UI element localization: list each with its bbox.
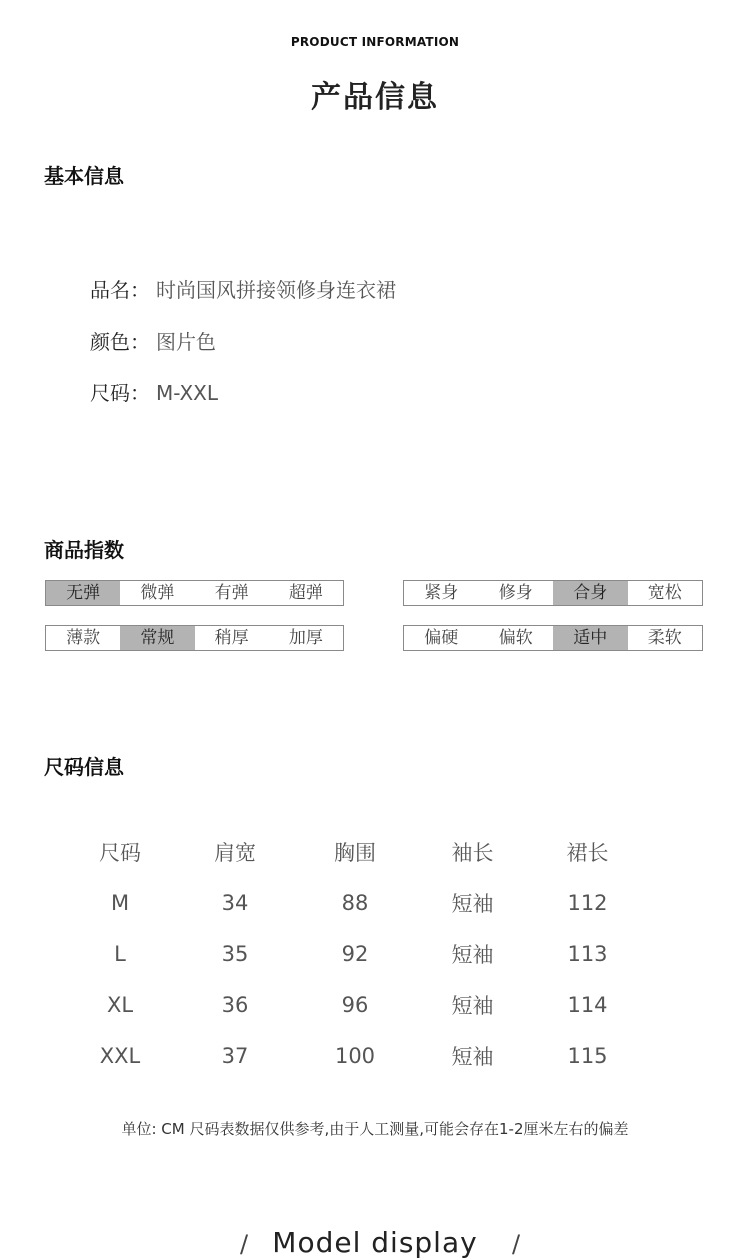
index-option: 无弹 bbox=[46, 581, 120, 605]
table-cell: 短袖 bbox=[451, 993, 494, 1018]
table-cell: XL bbox=[106, 992, 134, 1017]
column-header: 袖长 bbox=[451, 840, 494, 865]
table-cell: M bbox=[110, 890, 130, 915]
table-cell: 92 bbox=[341, 941, 369, 966]
page-title: 产品信息 bbox=[311, 80, 439, 115]
info-key: 品名： bbox=[90, 278, 150, 302]
index-option: 常规 bbox=[120, 626, 194, 650]
table-cell: 100 bbox=[334, 1043, 376, 1068]
measurement-note: 单位: CM 尺码表数据仅供参考,由于人工测量,可能会存在1-2厘米左右的偏差 bbox=[121, 1120, 629, 1138]
index-bar-softness bbox=[403, 625, 703, 651]
table-row bbox=[60, 1030, 650, 1081]
index-option: 有弹 bbox=[214, 583, 249, 603]
index-option: 超弹 bbox=[288, 583, 323, 603]
index-bar-elasticity bbox=[45, 580, 344, 606]
decor-slash-left: / bbox=[240, 1230, 249, 1258]
index-option: 修身 bbox=[498, 583, 533, 603]
info-key: 颜色： bbox=[90, 330, 150, 354]
table-cell: 36 bbox=[221, 992, 249, 1017]
index-option: 加厚 bbox=[288, 628, 323, 648]
model-display-title: Model display bbox=[272, 1226, 478, 1259]
index-option: 柔软 bbox=[647, 628, 682, 648]
basic-info-heading: 基本信息 bbox=[44, 164, 124, 188]
table-cell: L bbox=[114, 941, 126, 966]
table-cell: 114 bbox=[567, 992, 608, 1017]
table-cell: 113 bbox=[567, 941, 608, 966]
index-option: 偏硬 bbox=[424, 628, 459, 648]
info-key: 尺码： bbox=[90, 381, 150, 405]
table-cell: 34 bbox=[221, 890, 249, 915]
section-eyebrow: PRODUCT INFORMATION bbox=[290, 35, 460, 49]
index-option: 偏软 bbox=[498, 628, 533, 648]
size-table bbox=[60, 826, 650, 1081]
table-cell: 短袖 bbox=[451, 891, 494, 916]
info-value: 图片色 bbox=[156, 330, 216, 354]
table-cell: 96 bbox=[341, 992, 369, 1017]
table-cell: XXL bbox=[99, 1043, 141, 1068]
table-cell: 短袖 bbox=[451, 942, 494, 967]
info-value: 时尚国风拼接领修身连衣裙 bbox=[156, 278, 396, 302]
table-row bbox=[60, 979, 650, 1030]
column-header: 尺码 bbox=[99, 840, 141, 865]
size-table-header bbox=[60, 826, 650, 877]
table-row bbox=[60, 877, 650, 928]
info-row-name bbox=[90, 274, 396, 303]
table-row bbox=[60, 928, 650, 979]
column-header: 胸围 bbox=[334, 840, 376, 865]
table-cell: 短袖 bbox=[451, 1044, 494, 1069]
table-cell: 35 bbox=[221, 941, 249, 966]
index-heading: 商品指数 bbox=[44, 538, 124, 562]
table-cell: 88 bbox=[341, 890, 369, 915]
size-info-heading: 尺码信息 bbox=[44, 755, 124, 779]
info-row-color bbox=[90, 326, 216, 355]
table-cell: 37 bbox=[221, 1043, 249, 1068]
info-value: M-XXL bbox=[156, 381, 219, 405]
table-cell: 115 bbox=[567, 1043, 608, 1068]
column-header: 肩宽 bbox=[214, 840, 256, 865]
column-header: 裙长 bbox=[566, 840, 609, 865]
index-option: 薄款 bbox=[66, 628, 101, 648]
decor-slash-right: / bbox=[512, 1230, 521, 1258]
index-option: 合身 bbox=[553, 581, 628, 605]
index-bar-thickness bbox=[45, 625, 344, 651]
index-option: 宽松 bbox=[647, 583, 682, 603]
info-row-size bbox=[90, 377, 218, 406]
index-option: 紧身 bbox=[424, 583, 459, 603]
table-cell: 112 bbox=[567, 890, 608, 915]
index-option: 微弹 bbox=[140, 583, 175, 603]
index-option: 适中 bbox=[553, 626, 628, 650]
index-option: 稍厚 bbox=[214, 628, 249, 648]
index-bar-fit bbox=[403, 580, 703, 606]
